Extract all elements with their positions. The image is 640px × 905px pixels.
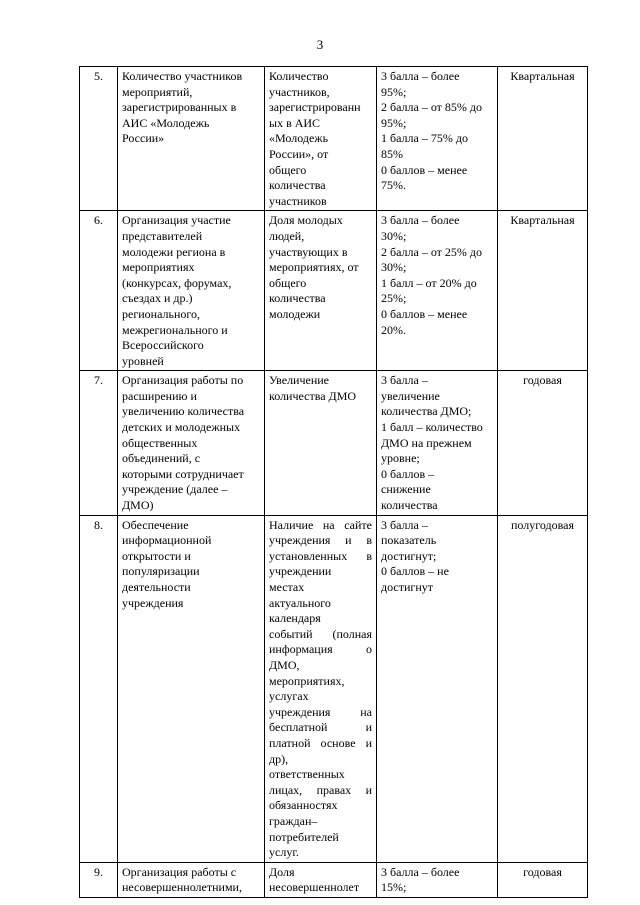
cell-text-line: количества <box>381 498 438 513</box>
row-number: 8. <box>80 515 118 862</box>
cell-text-line: ДМО) <box>122 498 154 513</box>
cell-text-line: уровней <box>122 353 164 368</box>
cell-text-line: 3 балла – <box>381 373 428 388</box>
criterion-period: годовая <box>498 862 588 897</box>
cell-text-line: бесплатной и <box>269 720 372 735</box>
cell-text-line: событий (полная <box>269 626 372 641</box>
cell-text-line: 95%; <box>381 84 407 99</box>
cell-text-line: несовершеннолетними, <box>122 880 242 895</box>
table-row <box>80 862 588 897</box>
cell-text-line: 75%. <box>381 178 406 193</box>
cell-text-line: количества <box>269 291 326 306</box>
criterion-period: полугодовая <box>498 515 588 862</box>
cell-text-line: мероприятиях <box>122 260 195 275</box>
cell-text-line: информация о <box>269 642 372 657</box>
cell-text-line: участников <box>269 193 327 208</box>
cell-text-line: популяризации <box>122 564 200 579</box>
cell-text-line: 1 балла – 75% до <box>381 131 468 146</box>
cell-text-line: снижение <box>381 482 431 497</box>
cell-text-line: расширению и <box>122 388 197 403</box>
cell-text-line: ых в АИС <box>269 115 321 130</box>
cell-text-line: (конкурсах, форумах, <box>122 275 232 290</box>
criterion-score <box>377 515 498 862</box>
page-number: 3 <box>316 37 324 52</box>
cell-text-line: учреждении <box>269 564 332 579</box>
cell-text-line: 0 баллов – <box>381 466 435 481</box>
criterion-name <box>118 862 265 897</box>
table-row <box>80 67 588 211</box>
cell-text-line: 3 балла – более <box>381 864 460 879</box>
table-row <box>80 371 588 515</box>
cell-text-line: общественных <box>122 435 198 450</box>
cell-text-line: граждан– <box>269 813 318 828</box>
cell-text-line: достигнут; <box>381 548 437 563</box>
cell-text-line: 3 балла – более <box>381 69 460 83</box>
criterion-name <box>118 371 265 515</box>
table-row <box>80 211 588 371</box>
cell-text-line: услуг. <box>269 845 299 860</box>
cell-text-line: съездах и др.) <box>122 291 193 306</box>
cell-text-line: зарегистрированн <box>269 100 361 115</box>
cell-text-line: объединений, с <box>122 451 201 466</box>
cell-text-line: мероприятий, <box>122 84 193 99</box>
cell-text-line: календаря <box>269 611 321 626</box>
cell-text-line: 15%; <box>381 880 407 895</box>
criterion-indicator <box>265 211 377 371</box>
cell-text-line: 0 баллов – менее <box>381 306 468 321</box>
cell-text-line: 30%; <box>381 228 407 243</box>
cell-text-line: АИС «Молодежь <box>122 115 210 130</box>
cell-text-line: учреждения на <box>269 704 372 719</box>
criteria-table <box>79 66 588 898</box>
row-number: 5. <box>80 67 118 211</box>
cell-text-line: 0 баллов – менее <box>381 162 468 177</box>
cell-text-line: количества ДМО; <box>381 404 472 419</box>
cell-text-line: информационной <box>122 533 212 548</box>
cell-text-line: участвующих в <box>269 244 348 259</box>
cell-text-line: участников, <box>269 84 330 99</box>
cell-text-line: деятельности <box>122 580 191 594</box>
cell-text-line: Организация участие <box>122 213 231 228</box>
cell-text-line: 30%; <box>381 260 407 275</box>
criterion-score <box>377 211 498 371</box>
cell-text-line: увеличению количества <box>122 404 245 419</box>
cell-text-line: Организация работы по <box>122 373 244 388</box>
cell-text-line: обязанностях <box>269 798 338 813</box>
cell-text-line: 25%; <box>381 291 407 306</box>
cell-text-line: актуального <box>269 595 331 610</box>
criterion-name <box>118 67 265 211</box>
row-number: 7. <box>80 371 118 515</box>
criterion-score <box>377 371 498 515</box>
cell-text-line: достигнут <box>381 580 433 594</box>
cell-text-line: представителей <box>122 228 203 243</box>
cell-text-line: др), <box>269 751 289 766</box>
criterion-score <box>377 67 498 211</box>
cell-text-line: Обеспечение <box>122 517 189 532</box>
criterion-indicator <box>265 862 377 897</box>
cell-text-line: учреждения <box>122 595 184 610</box>
table-row <box>80 515 588 862</box>
criterion-name <box>118 515 265 862</box>
cell-text-line: 85% <box>381 146 403 161</box>
criterion-name <box>118 211 265 371</box>
cell-text-line: ответственных <box>269 767 345 782</box>
cell-text-line: потребителей <box>269 829 339 844</box>
criterion-indicator <box>265 515 377 862</box>
cell-text-line: общего <box>269 162 307 177</box>
cell-text-line: межрегионального и <box>122 322 228 337</box>
cell-text-line: регионального, <box>122 306 201 321</box>
cell-text-line: увеличение <box>381 388 440 403</box>
cell-text-line: 95%; <box>381 115 407 130</box>
cell-text-line: открытости и <box>122 548 191 563</box>
cell-text-line: установленных в <box>269 548 372 563</box>
criterion-indicator <box>265 67 377 211</box>
cell-text-line: Доля молодых <box>269 213 343 228</box>
cell-text-line: учреждение (далее – <box>122 482 228 497</box>
criterion-period: годовая <box>498 371 588 515</box>
cell-text-line: услугах <box>269 689 309 704</box>
cell-text-line: количества <box>269 178 326 193</box>
cell-text-line: несовершеннолет <box>269 880 360 895</box>
cell-text-line: 3 балла – <box>381 517 428 532</box>
criterion-period: Квартальная <box>498 211 588 371</box>
cell-text-line: Наличие на сайте <box>269 517 372 532</box>
cell-text-line: учреждения и в <box>269 533 372 548</box>
cell-text-line: 2 балла – от 25% до <box>381 244 483 259</box>
cell-text-line: молодежи региона в <box>122 244 226 259</box>
cell-text-line: зарегистрированных в <box>122 100 237 115</box>
cell-text-line: 0 баллов – не <box>381 564 449 579</box>
cell-text-line: 3 балла – более <box>381 213 460 228</box>
cell-text-line: 1 балл – от 20% до <box>381 275 477 290</box>
cell-text-line: молодежи <box>269 306 321 321</box>
cell-text-line: Увеличение <box>269 373 330 388</box>
cell-text-line: мероприятиях, <box>269 673 345 688</box>
cell-text-line: мероприятиях, от <box>269 260 359 275</box>
cell-text-line: платной основе и <box>269 735 372 750</box>
cell-text-line: Организация работы с <box>122 864 237 879</box>
cell-text-line: 1 балл – количество <box>381 420 483 435</box>
cell-text-line: России» <box>122 131 165 146</box>
row-number: 6. <box>80 211 118 371</box>
cell-text-line: «Молодежь <box>269 131 329 146</box>
cell-text-line: показатель <box>381 533 437 548</box>
cell-text-line: которыми сотрудничает <box>122 466 244 481</box>
cell-text-line: детских и молодежных <box>122 420 241 435</box>
cell-text-line: количества ДМО <box>269 388 357 403</box>
cell-text-line: общего <box>269 275 307 290</box>
criterion-indicator <box>265 371 377 515</box>
cell-text-line: Доля <box>269 864 295 879</box>
cell-text-line: Количество <box>269 69 329 83</box>
criterion-period: Квартальная <box>498 67 588 211</box>
cell-text-line: Количество участников <box>122 69 243 83</box>
cell-text-line: лицах, правах и <box>269 782 372 797</box>
criterion-score <box>377 862 498 897</box>
cell-text-line: России», от <box>269 146 329 161</box>
cell-text-line: Всероссийского <box>122 338 204 353</box>
cell-text-line: местах <box>269 580 305 594</box>
row-number: 9. <box>80 862 118 897</box>
cell-text-line: 20%. <box>381 322 406 337</box>
cell-text-line: ДМО на прежнем <box>381 435 472 450</box>
cell-text-line: 2 балла – от 85% до <box>381 100 483 115</box>
cell-text-line: людей, <box>269 228 305 243</box>
cell-text-line: ДМО, <box>269 657 300 672</box>
cell-text-line: уровне; <box>381 451 420 466</box>
